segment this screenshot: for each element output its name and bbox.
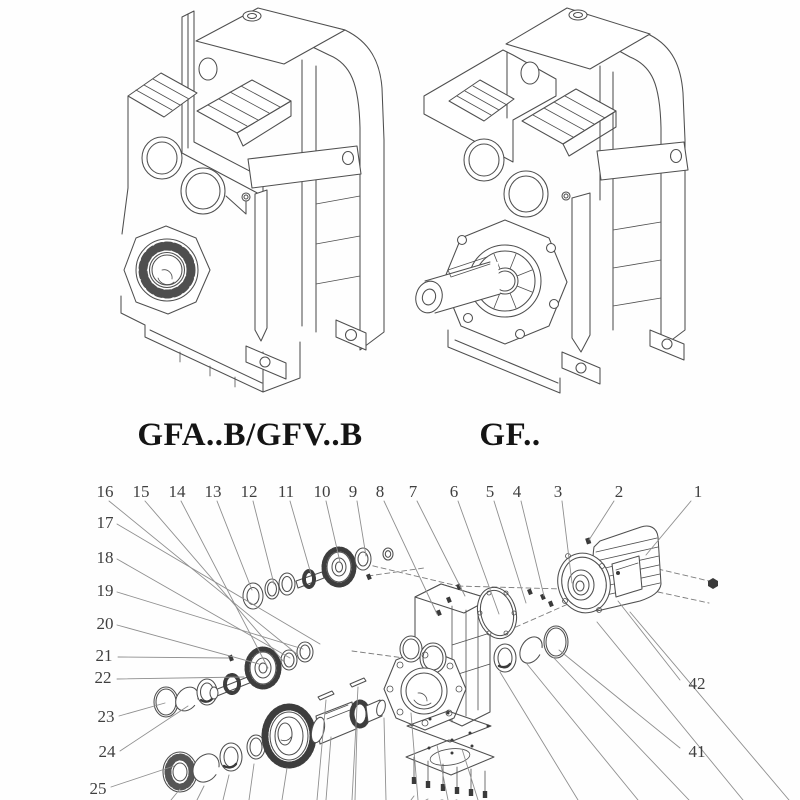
callout-number-12: 12 [240,482,258,501]
callout-number-22: 22 [94,668,112,687]
callout-number-41: 41 [688,742,706,761]
leader-line-12 [253,501,274,584]
leader-line-13 [217,501,252,590]
callout-number-3: 3 [553,482,563,501]
leader-line-21 [118,657,229,658]
leader-line-18 [117,559,290,658]
leader-line-19 [117,592,303,649]
callout-number-13: 13 [204,482,222,501]
cut-leader-line [223,775,229,800]
oil-plug-left [243,11,261,21]
gearbox-drawing-left [121,8,384,392]
callout-number-4: 4 [512,482,522,501]
leader-line-42 [618,601,680,680]
hex-bolt [708,578,718,589]
callout-number-2: 2 [614,482,624,501]
oil-plug-right [569,10,587,20]
motor-terminal-box [612,556,642,597]
cut-leader-line [197,786,204,800]
model-label-left: GFA..B/GFV..B [137,417,363,453]
cut-leader-line [326,737,331,800]
callout-layer [90,482,706,798]
cut-leader-line [282,768,287,800]
cut-leader-line [527,664,638,800]
callout-number-14: 14 [168,482,186,501]
model-label-right: GF.. [479,417,541,453]
shaft-key [318,691,334,700]
callout-number-5: 5 [485,482,495,501]
callout-number-23: 23 [97,707,115,726]
leader-line-41 [559,650,680,748]
callout-number-11: 11 [277,482,295,501]
hollow-shaft-bearing-left [124,226,210,314]
leader-line-11 [290,501,311,574]
callout-number-10: 10 [313,482,331,501]
callout-number-9: 9 [348,482,358,501]
callout-number-15: 15 [132,482,150,501]
leader-line-2 [589,501,614,540]
callout-number-1: 1 [693,482,703,501]
leader-line-16 [109,501,298,655]
cut-leader-line [630,612,789,800]
exploded-diagram [90,482,790,800]
callout-number-19: 19 [96,581,114,600]
motor-drawing [552,526,661,618]
callout-number-6: 6 [449,482,459,501]
callout-number-20: 20 [96,614,114,633]
gearbox-drawing-right [412,8,688,393]
leader-line-4 [521,501,544,596]
callout-number-17: 17 [96,513,114,532]
callout-number-8: 8 [375,482,385,501]
callout-number-18: 18 [96,548,114,567]
shaft-key [350,678,366,687]
cut-leader-line [437,745,448,800]
cut-leader-line [597,622,743,800]
cut-leader-line [384,718,386,800]
callout-number-24: 24 [98,742,116,761]
cut-leader-line [411,796,414,800]
callout-number-21: 21 [95,646,113,665]
callout-number-7: 7 [408,482,418,501]
leader-line-20 [117,625,259,664]
cut-leader-line [500,672,578,800]
housing-exploded [384,584,490,730]
callout-number-16: 16 [96,482,114,501]
cut-leader-line [249,764,254,800]
callout-number-42: 42 [688,674,706,693]
callout-number-25: 25 [89,779,107,798]
